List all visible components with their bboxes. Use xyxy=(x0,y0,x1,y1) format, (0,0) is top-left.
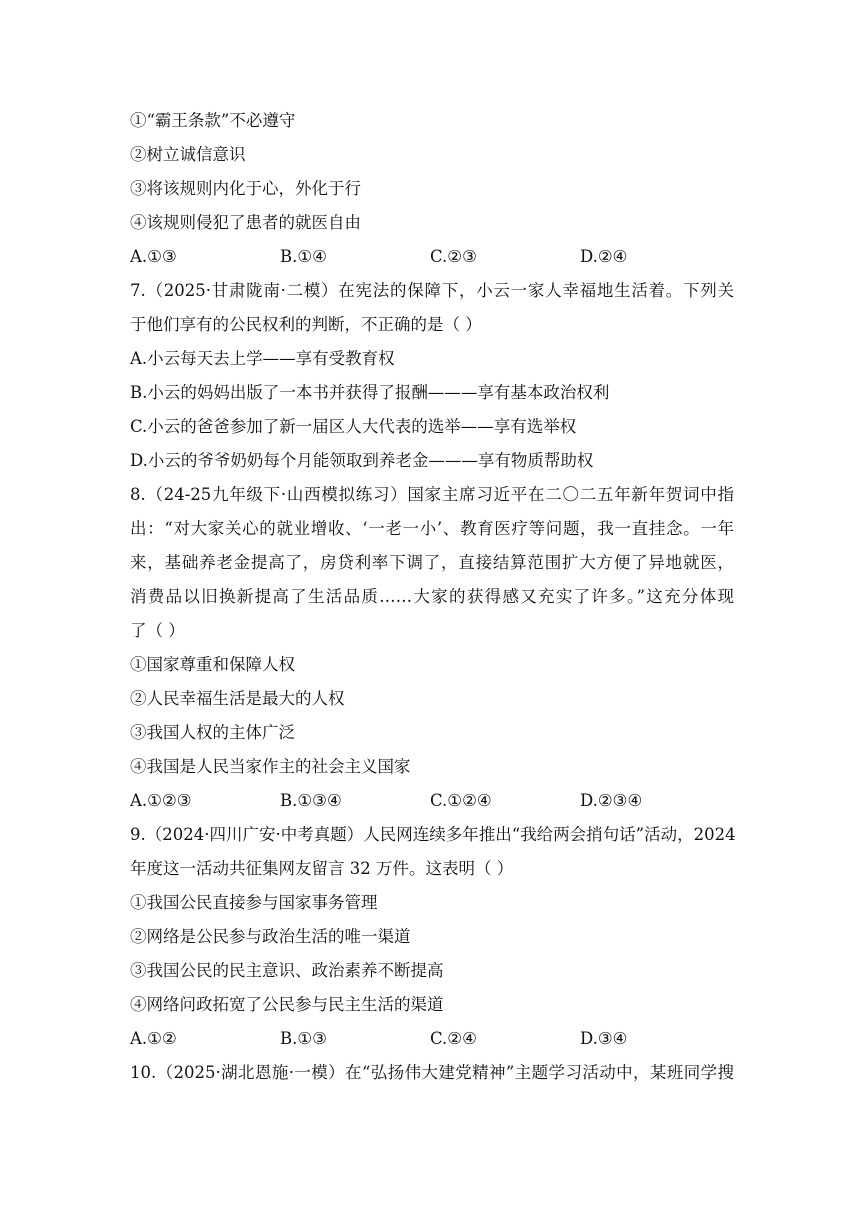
q8-item-1: ①国家尊重和保障人权 xyxy=(130,655,295,674)
q7-choice-d: D.小云的爷爷奶奶每个月能领取到养老金———享有物质帮助权 xyxy=(130,451,594,470)
q6-option-d: D.②④ xyxy=(580,247,628,266)
q9-item-3: ③我国公民的民主意识、政治素养不断提高 xyxy=(130,961,444,980)
q6-item-3: ③将该规则内化于心，外化于行 xyxy=(130,179,361,198)
q8-stem-line-4: 消费品以旧换新提高了生活品质……大家的获得感又充实了许多。”这充分体现 xyxy=(130,587,734,606)
q9-stem-line-2: 年度这一活动共征集网友留言 32 万件。这表明（ ） xyxy=(130,859,514,878)
q9-option-a: A.①② xyxy=(130,1029,177,1048)
q8-option-d: D.②③④ xyxy=(580,791,643,810)
q6-option-c: C.②③ xyxy=(430,247,477,266)
q7-stem-line-1: 7.（2025·甘肃陇南·二模）在宪法的保障下，小云一家人幸福地生活着。下列关 xyxy=(130,281,734,300)
q7-choice-b: B.小云的妈妈出版了一本书并获得了报酬———享有基本政治权利 xyxy=(130,383,610,402)
q8-item-4: ④我国是人民当家作主的社会主义国家 xyxy=(130,757,411,776)
q9-option-b: B.①③ xyxy=(280,1029,327,1048)
q7-choice-c: C.小云的爸爸参加了新一届区人大代表的选举——享有选举权 xyxy=(130,417,577,436)
q8-item-2: ②人民幸福生活是最大的人权 xyxy=(130,689,345,708)
q9-option-c: C.②④ xyxy=(430,1029,477,1048)
q6-item-4: ④该规则侵犯了患者的就医自由 xyxy=(130,213,361,232)
q7-choice-a: A.小云每天去上学——享有受教育权 xyxy=(130,349,395,368)
q9-option-d: D.③④ xyxy=(580,1029,628,1048)
q8-option-b: B.①③④ xyxy=(280,791,342,810)
document-body xyxy=(130,104,734,1090)
q6-option-a: A.①③ xyxy=(130,247,177,266)
q8-item-3: ③我国人权的主体广泛 xyxy=(130,723,295,742)
question-7 xyxy=(130,274,734,478)
q8-option-c: C.①②④ xyxy=(430,791,492,810)
q7-stem-line-2: 于他们享有的公民权利的判断，不正确的是（ ） xyxy=(130,315,482,334)
q8-option-a: A.①②③ xyxy=(130,791,192,810)
question-9 xyxy=(130,818,734,1056)
q8-stem-line-3: 来，基础养老金提高了，房贷利率下调了，直接结算范围扩大方便了异地就医， xyxy=(130,553,734,572)
question-6-items xyxy=(130,104,734,240)
q9-item-4: ④网络问政拓宽了公民参与民主生活的渠道 xyxy=(130,995,444,1014)
q9-stem-line-1: 9.（2024·四川广安·中考真题）人民网连续多年推出“我给两会捎句话”活动，2024 xyxy=(130,825,736,844)
q9-item-1: ①我国公民直接参与国家事务管理 xyxy=(130,893,378,912)
q10-stem-line-1: 10.（2025·湖北恩施·一模）在“弘扬伟大建党精神”主题学习活动中，某班同学搜 xyxy=(130,1063,734,1082)
q6-option-b: B.①④ xyxy=(280,247,327,266)
q9-options xyxy=(130,1022,734,1056)
q9-item-2: ②网络是公民参与政治生活的唯一渠道 xyxy=(130,927,411,946)
q8-options xyxy=(130,784,734,818)
q8-stem-line-1: 8.（24-25九年级下·山西模拟练习）国家主席习近平在二〇二五年新年贺词中指 xyxy=(130,485,734,504)
q6-options xyxy=(130,240,734,274)
question-10 xyxy=(130,1056,734,1090)
q8-stem-line-5: 了（ ） xyxy=(130,621,185,640)
q6-item-2: ②树立诚信意识 xyxy=(130,145,246,164)
q8-stem-line-2: 出：“对大家关心的就业增收、‘一老一小’、教育医疗等问题，我一直挂念。一年 xyxy=(130,519,734,538)
q6-item-1: ①“霸王条款”不必遵守 xyxy=(130,111,296,130)
question-8 xyxy=(130,478,734,818)
